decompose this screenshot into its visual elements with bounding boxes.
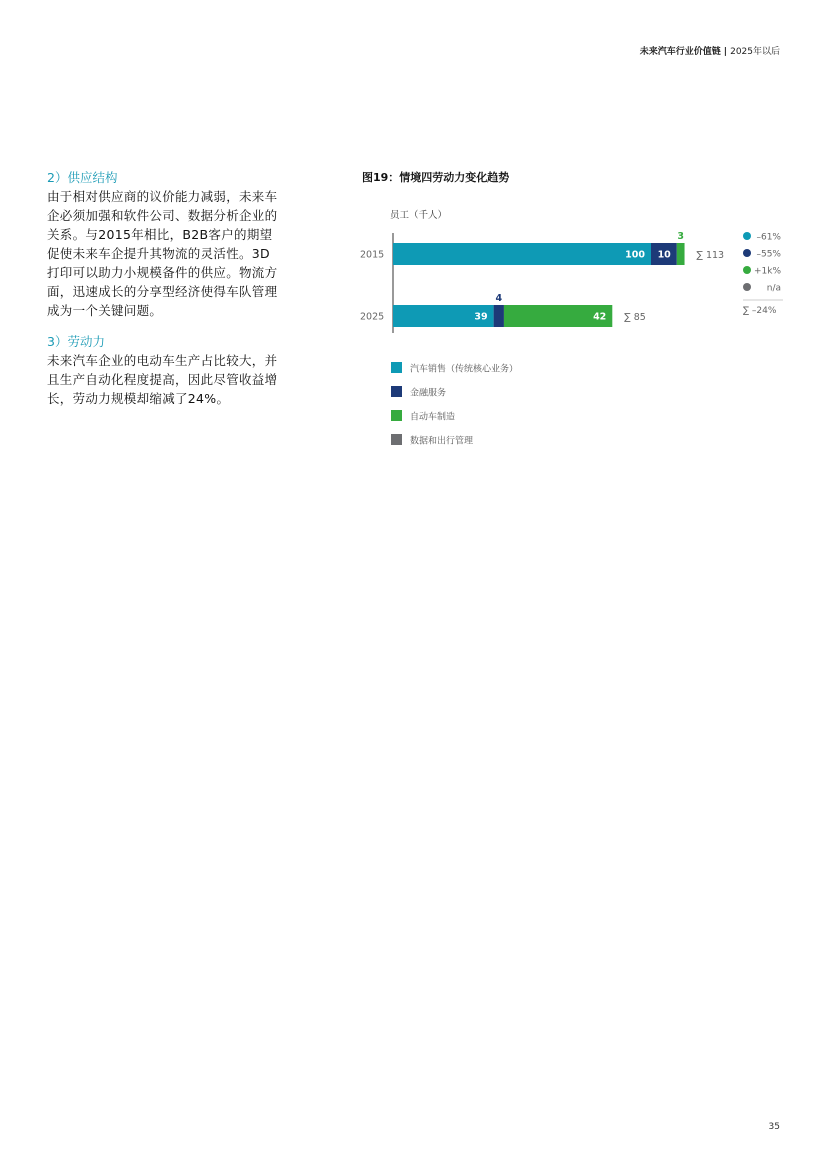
change-label-2: +1k% xyxy=(753,266,781,277)
change-label-3: n/a xyxy=(766,283,781,294)
change-dot-2 xyxy=(743,266,751,274)
body-text-column xyxy=(47,168,279,420)
change-dot-1 xyxy=(743,249,751,257)
bar-data-label-2025-1: 4 xyxy=(495,293,503,304)
running-header xyxy=(640,44,780,57)
bar-segment-2025-1 xyxy=(494,305,504,327)
change-label-0: –61% xyxy=(756,232,781,243)
legend-swatch-3 xyxy=(391,434,402,445)
change-dot-3 xyxy=(743,283,751,291)
bar-data-label-2015-1: 10 xyxy=(657,249,671,261)
bar-data-label-2025-2: 42 xyxy=(593,311,607,323)
header-subtitle: 2025年以后 xyxy=(730,47,780,57)
change-dot-0 xyxy=(743,232,751,240)
legend-swatch-0 xyxy=(391,362,402,373)
legend-label-0: 汽车销售（传统核心业务） xyxy=(410,364,519,375)
section-title-supply: 2）供应结构 xyxy=(47,170,118,185)
y-axis-label: 员工（千人） xyxy=(390,210,448,221)
legend-swatch-1 xyxy=(391,386,402,397)
bar-data-label-2015-0: 100 xyxy=(625,249,645,261)
header-separator: | xyxy=(723,47,728,57)
section-body-supply: 由于相对供应商的议价能力减弱，未来车企必须加强和软件公司、数据分析企业的关系。与2015年相比，B2B客户的期望促使未来车企提升其物流的灵活性。3D打印可以助力小规模备件的供应。物流方面，迅速成长的分享型经济使得车队管理成为一个关键问题。 xyxy=(47,189,278,318)
legend-label-3: 数据和出行管理 xyxy=(410,436,474,447)
bar-total-2015: ∑ 113 xyxy=(696,250,725,261)
bar-segment-2015-0 xyxy=(393,243,651,265)
legend-label-1: 金融服务 xyxy=(410,388,447,399)
chart-svg xyxy=(355,205,795,465)
category-label-2025: 2025 xyxy=(360,311,385,323)
header-title: 未来汽车行业价值链 xyxy=(639,47,721,57)
legend-label-2: 自动车制造 xyxy=(410,412,456,423)
workforce-chart xyxy=(355,205,795,465)
section-body-labor: 未来汽车企业的电动车生产占比较大，并且生产自动化程度提高，因此尽管收益增长，劳动力规模却缩减了24%。 xyxy=(47,353,278,406)
category-label-2015: 2015 xyxy=(360,249,385,261)
bar-data-label-2025-0: 39 xyxy=(474,311,488,323)
bar-data-label-2015-2: 3 xyxy=(677,231,684,242)
figure-title: 图19：情境四劳动力变化趋势 xyxy=(362,171,510,184)
page-number: 35 xyxy=(768,1122,780,1132)
section-title-labor: 3）劳动力 xyxy=(47,334,105,349)
bar-total-2025: ∑ 85 xyxy=(624,312,646,323)
legend-swatch-2 xyxy=(391,410,402,421)
bar-segment-2015-2 xyxy=(677,243,685,265)
change-label-1: –55% xyxy=(756,249,781,260)
total-change-label: ∑ –24% xyxy=(743,306,777,316)
